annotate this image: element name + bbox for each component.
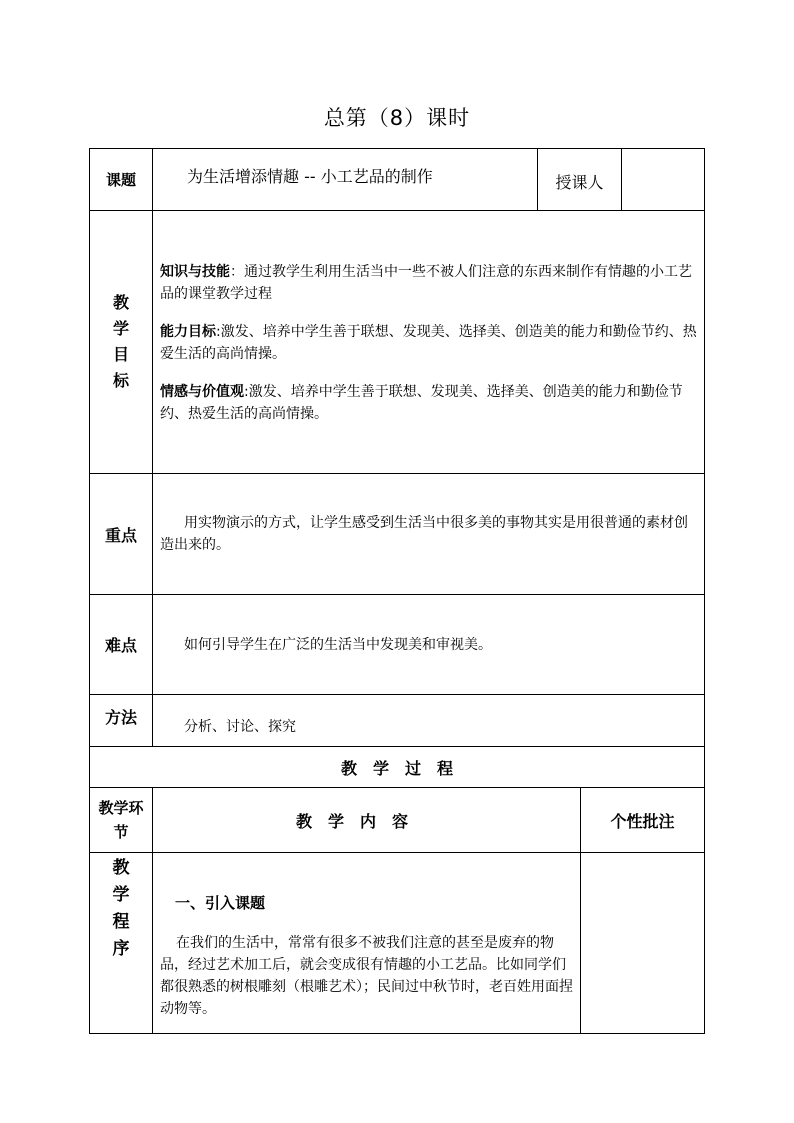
topic-title: 为生活增添情趣 -- 小工艺品的制作 (187, 167, 433, 186)
objective-ability: 能力目标:激发、培养中学生善于联想、发现美、选择美、创造美的能力和勤俭节约、热爱生活的高尚情操。 (160, 324, 697, 362)
stage-label-char: 教 (112, 858, 130, 878)
topic-label: 课题 (105, 171, 136, 189)
stage-label-char: 学 (112, 885, 130, 905)
objective-head: 知识与技能 (160, 264, 230, 280)
teacher-label: 授课人 (555, 173, 604, 192)
objectives-label-char: 标 (112, 371, 129, 390)
objectives-label-char: 目 (112, 345, 129, 364)
key-point-label: 重点 (104, 525, 137, 545)
method-label: 方法 (104, 708, 137, 727)
objectives-content (160, 261, 698, 425)
key-point-text: 用实物演示的方式，让学生感受到生活当中很多美的事物其实是用很普通的素材创造出来的。 (160, 515, 688, 553)
objective-text: 激发、培养中学生善于联想、发现美、选择美、创造美的能力和勤俭节约、热爱生活的高尚情操。 (160, 384, 683, 422)
stage-column-header: 教学环节 (98, 799, 144, 841)
section-text: 在我们的生活中，常常有很多不被我们注意的甚至是废弃的物品，经过艺术加工后，就会变成很有情趣的小工艺品。比如同学们都很熟悉的树根雕刻（根雕艺术）；民间过中秋节时，老百姓用面捏动物等。 (160, 935, 573, 1017)
objective-knowledge: 知识与技能：通过教学生利用生活当中一些不被人们注意的东西来制作有情趣的小工艺品的课堂教学过程 (160, 264, 692, 302)
objective-head: 情感与价值观 (160, 384, 244, 400)
stage-label (90, 855, 152, 963)
objective-text: 激发、培养中学生善于联想、发现美、选择美、创造美的能力和勤俭节约、热爱生活的高尚情操。 (160, 324, 697, 362)
objectives-label (90, 211, 152, 473)
objective-text: 通过教学生利用生活当中一些不被人们注意的东西来制作有情趣的小工艺品的课堂教学过程 (160, 264, 692, 302)
difficulty-label: 难点 (104, 636, 137, 655)
content-column-header: 教 学 内 容 (296, 811, 409, 831)
stage-label-char: 序 (112, 939, 130, 959)
objectives-label-char: 教 (112, 293, 129, 312)
teacher-value (622, 149, 704, 210)
method-text: 分析、讨论、探究 (184, 719, 296, 735)
difficulty-text: 如何引导学生在广泛的生活当中发现美和审视美。 (184, 637, 492, 653)
annotation-column-header: 个性批注 (610, 811, 675, 831)
stage-label-char: 程 (112, 912, 130, 932)
page-title: 总第（8）课时 (323, 106, 471, 130)
objective-values: 情感与价值观:激发、培养中学生善于联想、发现美、选择美、创造美的能力和勤俭节约、热爱生活的高尚情操。 (160, 384, 683, 422)
objectives-label-char: 学 (112, 319, 129, 338)
process-title: 教 学 过 程 (340, 758, 453, 778)
objective-head: 能力目标 (160, 324, 216, 340)
annotation-cell (581, 853, 704, 1033)
section-heading: 一、引入课题 (175, 894, 266, 912)
